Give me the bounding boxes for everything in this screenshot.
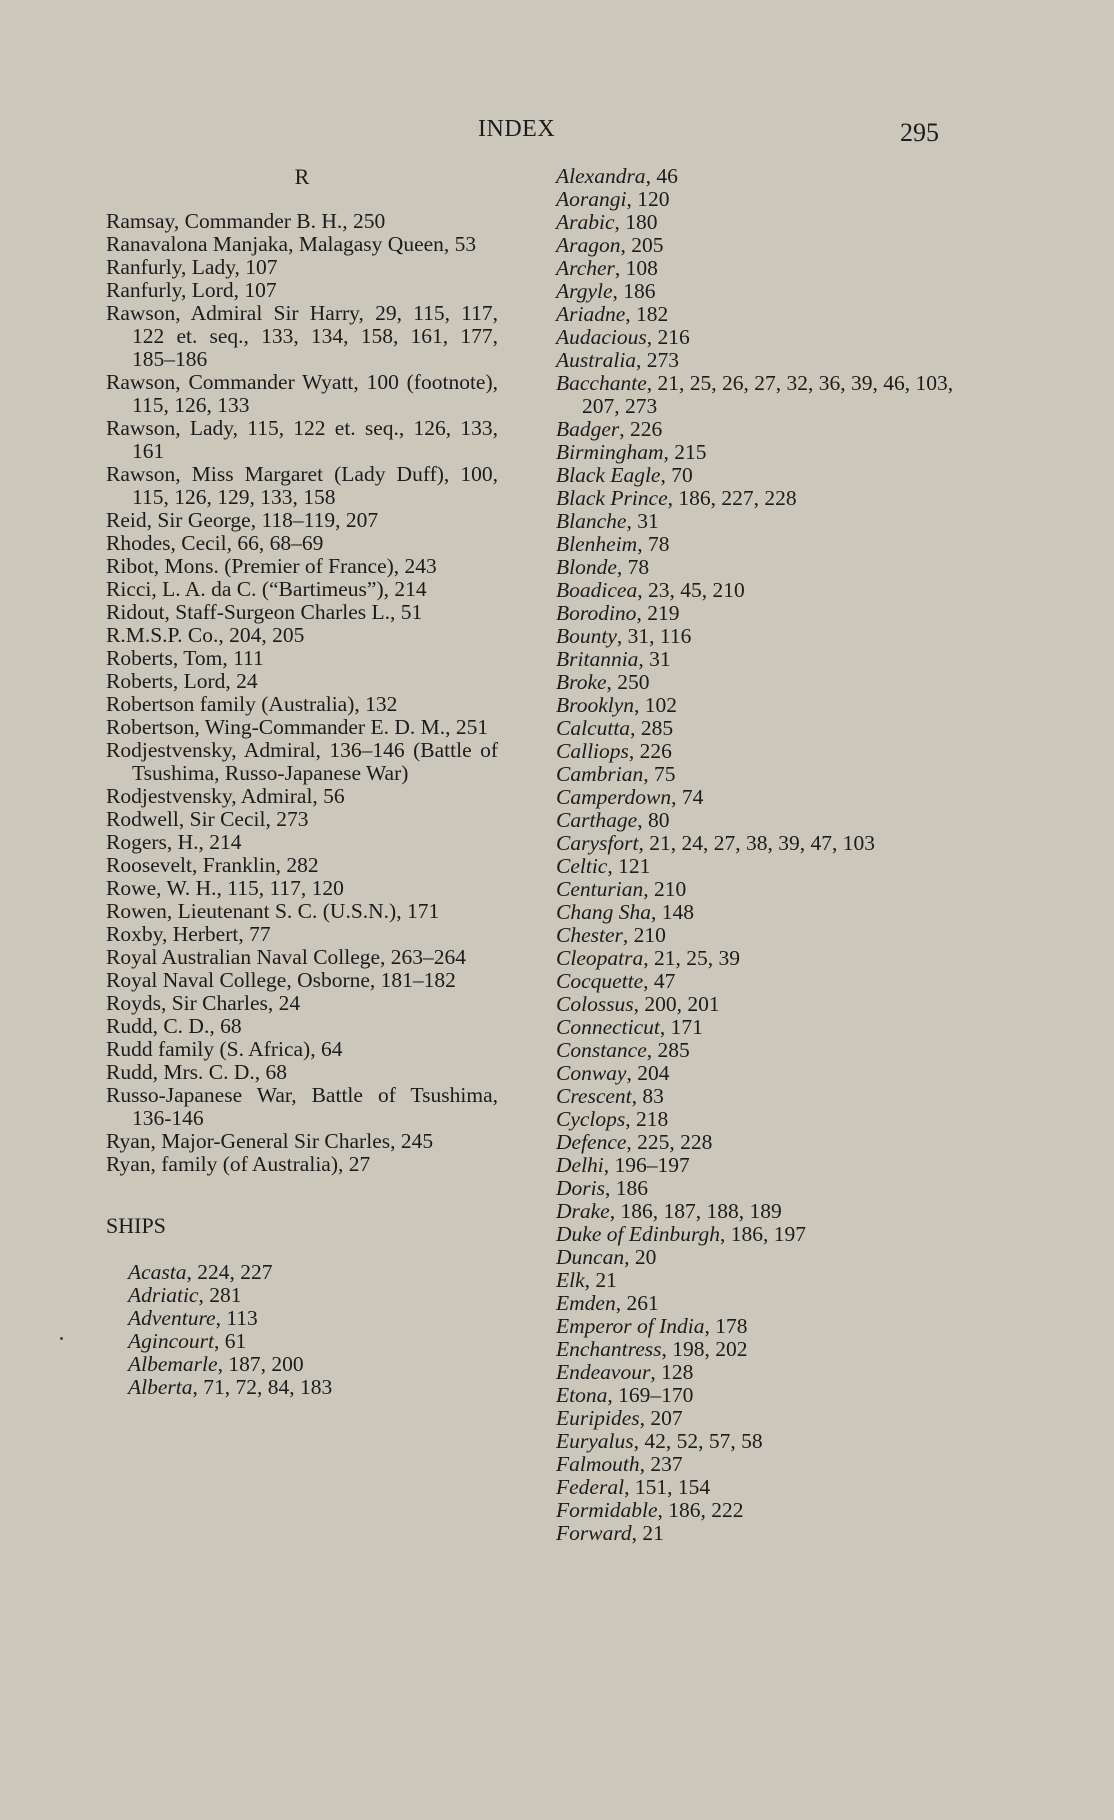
- ship-entry: [556, 1016, 956, 1039]
- ship-pages: , 186, 187, 188, 189: [609, 1199, 782, 1223]
- ship-name: Bacchante: [556, 371, 647, 395]
- ship-name: Drake: [556, 1199, 610, 1223]
- index-entry: Rowen, Lieutenant S. C. (U.S.N.), 171: [106, 899, 440, 923]
- ship-name: Crescent: [556, 1084, 632, 1108]
- ship-name: Audacious: [556, 325, 647, 349]
- index-entry: Russo-Japanese War, Battle of Tsushima, 136-146: [106, 1083, 498, 1130]
- ship-name: Albemarle: [128, 1352, 218, 1376]
- left-column: [106, 165, 498, 1399]
- ship-entry: [556, 372, 956, 418]
- ship-entry: [556, 763, 956, 786]
- ship-entry: [556, 303, 956, 326]
- index-entry: Rudd, C. D., 68: [106, 1014, 242, 1038]
- ship-pages: , 186, 227, 228: [667, 486, 797, 510]
- index-entry: Rodjestvensky, Admiral, 56: [106, 784, 345, 808]
- ship-name: Argyle: [556, 279, 613, 303]
- ship-name: Australia: [556, 348, 637, 372]
- ship-name: Doris: [556, 1176, 605, 1200]
- ship-name: Connecticut: [556, 1015, 660, 1039]
- ship-pages: , 128: [650, 1360, 694, 1384]
- ship-entry: [556, 1476, 956, 1499]
- index-entry: Royds, Sir Charles, 24: [106, 991, 301, 1015]
- ship-pages: , 218: [625, 1107, 669, 1131]
- ships-list-left: [106, 1261, 498, 1399]
- ship-pages: , 121: [607, 854, 651, 878]
- ship-name: Calliops: [556, 739, 629, 763]
- ship-entry: [556, 1269, 956, 1292]
- ship-name: Blanche: [556, 509, 627, 533]
- ship-name: Defence: [556, 1130, 627, 1154]
- index-entry: Ranfurly, Lord, 107: [106, 278, 277, 302]
- ship-pages: , 23, 45, 210: [637, 578, 745, 602]
- index-entry: Rogers, H., 214: [106, 830, 242, 854]
- ship-name: Conway: [556, 1061, 627, 1085]
- index-entry: Rudd, Mrs. C. D., 68: [106, 1060, 287, 1084]
- ship-pages: , 224, 227: [186, 1260, 273, 1284]
- ship-name: Camperdown: [556, 785, 672, 809]
- ship-pages: , 186, 197: [720, 1222, 807, 1246]
- ship-pages: , 219: [636, 601, 680, 625]
- ship-pages: , 285: [646, 1038, 690, 1062]
- ship-name: Constance: [556, 1038, 647, 1062]
- ship-name: Euripides: [556, 1406, 640, 1430]
- ship-pages: , 21, 25, 39: [643, 946, 740, 970]
- ship-entry: [556, 993, 956, 1016]
- ship-name: Alexandra: [556, 164, 646, 188]
- section-letter: R: [294, 164, 310, 189]
- ship-name: Duncan: [556, 1245, 625, 1269]
- ship-pages: , 70: [660, 463, 693, 487]
- ship-entry: [556, 1384, 956, 1407]
- index-entry: Ranavalona Manjaka, Malagasy Queen, 53: [106, 232, 477, 256]
- index-entry: Royal Australian Naval College, 263–264: [106, 945, 467, 969]
- ship-entry: [556, 809, 956, 832]
- ship-pages: , 74: [671, 785, 704, 809]
- index-entry: Rawson, Lady, 115, 122 et. seq., 126, 133, 161: [106, 416, 498, 463]
- ship-pages: , 180: [614, 210, 658, 234]
- ship-entry: [556, 1522, 956, 1545]
- ship-pages: , 71, 72, 84, 183: [192, 1375, 333, 1399]
- ship-entry: [556, 832, 956, 855]
- ship-name: Cyclops: [556, 1107, 626, 1131]
- ship-entry: [556, 1315, 956, 1338]
- ship-entry: [128, 1330, 498, 1353]
- ship-name: Boadicea: [556, 578, 638, 602]
- index-entry: Rawson, Miss Margaret (Lady Duff), 100, 115, 126, 129, 133, 158: [106, 462, 498, 509]
- ship-name: Etona: [556, 1383, 608, 1407]
- index-entry: Rodjestvensky, Admiral, 136–146 (Battle of Tsushima, Russo-Japanese War): [106, 738, 498, 785]
- index-entry: Robertson, Wing-Commander E. D. M., 251: [106, 715, 489, 739]
- ship-pages: , 21, 25, 26, 27, 32, 36, 39, 46, 103, 207, 273: [582, 371, 954, 418]
- ship-name: Alberta: [128, 1375, 193, 1399]
- ship-entry: [556, 234, 956, 257]
- ship-entry: [556, 1292, 956, 1315]
- ship-name: Euryalus: [556, 1429, 634, 1453]
- ship-name: Celtic: [556, 854, 608, 878]
- ship-name: Bounty: [556, 624, 617, 648]
- ship-entry: [556, 1085, 956, 1108]
- running-title: INDEX: [478, 116, 556, 142]
- ship-entry: [556, 1154, 956, 1177]
- index-entry: Robertson family (Australia), 132: [106, 692, 398, 716]
- ship-name: Emden: [556, 1291, 616, 1315]
- ship-entry: [556, 694, 956, 717]
- ship-name: Black Eagle: [556, 463, 661, 487]
- ship-name: Chang Sha: [556, 900, 651, 924]
- index-entry: Ranfurly, Lady, 107: [106, 255, 278, 279]
- ship-pages: , 204: [626, 1061, 670, 1085]
- ship-name: Aragon: [556, 233, 621, 257]
- ship-entry: [556, 602, 956, 625]
- ship-entry: [556, 1131, 956, 1154]
- ship-pages: , 250: [606, 670, 650, 694]
- ship-pages: , 210: [643, 877, 687, 901]
- ship-entry: [556, 901, 956, 924]
- ship-name: Centurian: [556, 877, 644, 901]
- ship-name: Federal: [556, 1475, 625, 1499]
- ship-pages: , 261: [615, 1291, 659, 1315]
- ship-name: Cleopatra: [556, 946, 644, 970]
- ship-pages: , 21: [631, 1521, 664, 1545]
- ship-name: Endeavour: [556, 1360, 651, 1384]
- ship-pages: , 178: [704, 1314, 748, 1338]
- ship-pages: , 78: [616, 555, 650, 579]
- ship-pages: , 151, 154: [624, 1475, 711, 1499]
- ship-name: Enchantress: [556, 1337, 662, 1361]
- ship-pages: , 207: [639, 1406, 683, 1430]
- ship-entry: [556, 280, 956, 303]
- ship-name: Arabic: [556, 210, 615, 234]
- index-entry: Ramsay, Commander B. H., 250: [106, 209, 386, 233]
- ship-entry: [556, 717, 956, 740]
- ships-list-right: [556, 165, 956, 1545]
- ship-pages: , 198, 202: [661, 1337, 748, 1361]
- index-entry: Ribot, Mons. (Premier of France), 243: [106, 554, 437, 578]
- ship-pages: , 108: [614, 256, 658, 280]
- ship-entry: [556, 648, 956, 671]
- ship-entry: [556, 349, 956, 372]
- index-entry: Roberts, Tom, 111: [106, 646, 264, 670]
- ship-name: Forward: [556, 1521, 632, 1545]
- ship-name: Emperor of India: [556, 1314, 705, 1338]
- index-entry: Ryan, Major-General Sir Charles, 245: [106, 1129, 434, 1153]
- ship-pages: , 186: [612, 279, 656, 303]
- ship-name: Badger: [556, 417, 620, 441]
- ship-entry: [556, 924, 956, 947]
- ship-entry: [556, 464, 956, 487]
- index-entry: Rawson, Commander Wyatt, 100 (footnote), 115, 126, 133: [106, 370, 498, 417]
- ship-name: Brooklyn: [556, 693, 635, 717]
- ship-entry: [556, 1177, 956, 1200]
- index-entry: Roosevelt, Franklin, 282: [106, 853, 319, 877]
- ship-pages: , 200, 201: [633, 992, 720, 1016]
- ship-name: Carthage: [556, 808, 638, 832]
- ship-name: Adriatic: [128, 1283, 199, 1307]
- ship-entry: [556, 510, 956, 533]
- ship-name: Chester: [556, 923, 623, 947]
- ship-entry: [556, 1039, 956, 1062]
- index-entry: Rowe, W. H., 115, 117, 120: [106, 876, 344, 900]
- ship-pages: , 225, 228: [626, 1130, 713, 1154]
- ship-pages: , 186, 222: [657, 1498, 744, 1522]
- ship-name: Britannia: [556, 647, 639, 671]
- ship-pages: , 113: [215, 1306, 258, 1330]
- ship-pages: , 187, 200: [217, 1352, 304, 1376]
- ship-entry: [556, 579, 956, 602]
- ship-name: Blenheim: [556, 532, 638, 556]
- ship-entry: [128, 1353, 498, 1376]
- ship-entry: [556, 878, 956, 901]
- index-entry: Roberts, Lord, 24: [106, 669, 258, 693]
- ship-pages: , 20: [624, 1245, 657, 1269]
- ship-entry: [556, 786, 956, 809]
- ship-pages: , 169–170: [607, 1383, 694, 1407]
- ship-pages: , 210: [622, 923, 666, 947]
- ship-pages: , 21, 24, 27, 38, 39, 47, 103: [638, 831, 875, 855]
- ship-name: Cocquette: [556, 969, 644, 993]
- ship-name: Delhi: [556, 1153, 604, 1177]
- ship-entry: [556, 1430, 956, 1453]
- ship-pages: , 61: [214, 1329, 247, 1353]
- ship-pages: , 237: [639, 1452, 683, 1476]
- ship-name: Blonde: [556, 555, 617, 579]
- ship-pages: , 31: [638, 647, 671, 671]
- ship-pages: , 182: [625, 302, 669, 326]
- ship-pages: , 148: [650, 900, 694, 924]
- ship-entry: [556, 947, 956, 970]
- ship-entry: [556, 165, 956, 188]
- ship-pages: , 215: [663, 440, 707, 464]
- index-entry: Royal Naval College, Osborne, 181–182: [106, 968, 456, 992]
- ship-name: Formidable: [556, 1498, 658, 1522]
- ship-pages: , 196–197: [603, 1153, 690, 1177]
- ship-entry: [128, 1261, 498, 1284]
- ships-heading: SHIPS: [106, 1213, 166, 1238]
- ship-entry: [556, 1223, 956, 1246]
- ship-pages: , 273: [636, 348, 680, 372]
- ship-name: Acasta: [128, 1260, 187, 1284]
- ship-pages: , 47: [643, 969, 676, 993]
- ship-entry: [556, 855, 956, 878]
- ship-entry: [128, 1376, 498, 1399]
- ship-pages: , 31, 116: [616, 624, 692, 648]
- index-entry: Roxby, Herbert, 77: [106, 922, 271, 946]
- ship-pages: , 205: [620, 233, 664, 257]
- ship-entry: [556, 1499, 956, 1522]
- index-entry: Reid, Sir George, 118–119, 207: [106, 508, 379, 532]
- ship-entry: [556, 211, 956, 234]
- index-entry: Ridout, Staff-Surgeon Charles L., 51: [106, 600, 423, 624]
- ship-entry: [556, 188, 956, 211]
- ship-pages: , 42, 52, 57, 58: [633, 1429, 763, 1453]
- ship-pages: , 186: [604, 1176, 648, 1200]
- ship-entry: [556, 556, 956, 579]
- ship-entry: [556, 1062, 956, 1085]
- ship-entry: [556, 1108, 956, 1131]
- ship-name: Birmingham: [556, 440, 664, 464]
- ship-name: Duke of Edinburgh: [556, 1222, 721, 1246]
- index-entry: Rhodes, Cecil, 66, 68–69: [106, 531, 324, 555]
- ship-entry: [128, 1307, 498, 1330]
- index-entry: Rawson, Admiral Sir Harry, 29, 115, 117, 122 et. seq., 133, 134, 158, 161, 177, 185–186: [106, 301, 498, 371]
- ship-name: Agincourt: [128, 1329, 214, 1353]
- ship-entry: [556, 1361, 956, 1384]
- ship-entry: [556, 441, 956, 464]
- ship-name: Ariadne: [556, 302, 626, 326]
- ship-entry: [556, 418, 956, 441]
- ship-entry: [128, 1284, 498, 1307]
- ship-pages: , 285: [630, 716, 674, 740]
- ship-entry: [556, 625, 956, 648]
- ship-name: Carysfort: [556, 831, 639, 855]
- ship-entry: [556, 1407, 956, 1430]
- ship-entry: [556, 740, 956, 763]
- page-speck: [60, 1337, 63, 1340]
- index-entry: Rudd family (S. Africa), 64: [106, 1037, 343, 1061]
- ship-entry: [556, 326, 956, 349]
- ship-name: Colossus: [556, 992, 634, 1016]
- right-column: [556, 165, 956, 1545]
- ship-entry: [556, 970, 956, 993]
- ship-pages: , 21: [584, 1268, 617, 1292]
- ship-entry: [556, 1200, 956, 1223]
- ship-entry: [556, 1338, 956, 1361]
- index-entry: Ryan, family (of Australia), 27: [106, 1152, 371, 1176]
- ship-pages: , 120: [626, 187, 670, 211]
- ship-entry: [556, 1246, 956, 1269]
- ship-entry: [556, 533, 956, 556]
- ship-name: Adventure: [128, 1306, 216, 1330]
- ship-pages: , 216: [646, 325, 690, 349]
- index-entry: Ricci, L. A. da C. (“Bartimeus”), 214: [106, 577, 427, 601]
- ship-pages: , 83: [631, 1084, 664, 1108]
- ship-name: Cambrian: [556, 762, 644, 786]
- ship-pages: , 281: [198, 1283, 242, 1307]
- ship-pages: , 78: [637, 532, 670, 556]
- ship-pages: , 46: [645, 164, 678, 188]
- index-entry: Rodwell, Sir Cecil, 273: [106, 807, 309, 831]
- ship-pages: , 102: [634, 693, 678, 717]
- ship-entry: [556, 1453, 956, 1476]
- ship-entry: [556, 487, 956, 510]
- ship-name: Broke: [556, 670, 607, 694]
- ship-pages: , 171: [659, 1015, 703, 1039]
- ship-pages: , 226: [619, 417, 663, 441]
- ship-name: Elk: [556, 1268, 585, 1292]
- ship-name: Archer: [556, 256, 615, 280]
- index-entry: R.M.S.P. Co., 204, 205: [106, 623, 305, 647]
- ship-name: Falmouth: [556, 1452, 640, 1476]
- ship-entry: [556, 671, 956, 694]
- ship-entry: [556, 257, 956, 280]
- ship-name: Black Prince: [556, 486, 668, 510]
- ship-pages: , 80: [637, 808, 670, 832]
- index-entries: [106, 210, 498, 1176]
- ship-pages: , 75: [643, 762, 676, 786]
- ship-name: Calcutta: [556, 716, 631, 740]
- ship-name: Borodino: [556, 601, 637, 625]
- ship-pages: , 226: [628, 739, 672, 763]
- page-number: 295: [900, 118, 939, 147]
- ship-pages: , 31: [626, 509, 659, 533]
- ship-name: Aorangi: [556, 187, 627, 211]
